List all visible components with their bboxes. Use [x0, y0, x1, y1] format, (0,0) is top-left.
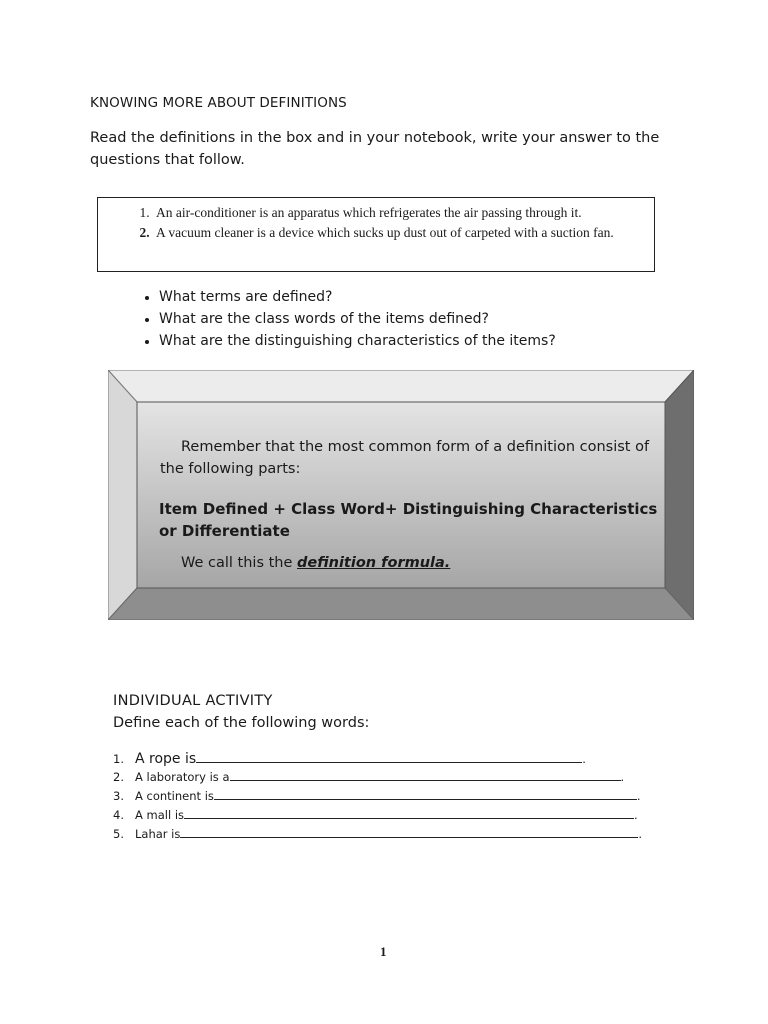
instructions: Read the definitions in the box and in your notebook, write your answer to the questions that follow. [90, 130, 660, 168]
activity-item [113, 770, 673, 789]
call-statement [181, 555, 450, 571]
item-text: A continent is [135, 789, 214, 803]
question-item: • What terms are defined? [159, 286, 556, 308]
definition-item: 1. An air-conditioner is an apparatus which refrigerates the air passing through it. [153, 203, 644, 223]
bevel-frame [108, 370, 694, 620]
item-end: . [582, 752, 586, 766]
item-text: Lahar is [135, 827, 181, 841]
answer-blank[interactable] [214, 789, 637, 800]
call-prefix: We call this the [181, 555, 298, 571]
activity-item [113, 808, 673, 827]
activity-item [113, 827, 673, 846]
remember-text: Remember that the most common form of a definition consist of the following parts: [160, 439, 650, 477]
item-end: . [620, 770, 625, 784]
item-number: 4. [113, 808, 124, 822]
activity-item [113, 789, 673, 808]
item-number: 5. [113, 827, 124, 841]
item-number: 3. [113, 789, 124, 803]
page-number: 1 [380, 944, 387, 959]
remember-bevel-box [108, 370, 694, 620]
answer-blank[interactable] [184, 808, 634, 819]
answer-blank[interactable] [230, 770, 621, 781]
page-heading: KNOWING MORE ABOUT DEFINITIONS [90, 95, 347, 111]
activity-items [113, 751, 673, 846]
item-end: . [636, 789, 641, 803]
definitions-box [97, 197, 655, 272]
item-text: A rope is [135, 751, 197, 767]
item-text: A laboratory is a [135, 770, 230, 784]
question-item: • What are the distinguishing characteristics of the items? [159, 330, 556, 352]
item-number: 2. [113, 770, 124, 784]
bevel-right [665, 370, 694, 620]
activity-instruction: Define each of the following words: [113, 715, 370, 731]
item-end: . [638, 827, 643, 841]
item-text: A mall is [135, 808, 185, 822]
bevel-left [108, 370, 137, 620]
answer-blank[interactable] [196, 752, 582, 763]
activity-item [113, 751, 673, 770]
item-end: . [634, 808, 638, 822]
activity-title: INDIVIDUAL ACTIVITY [113, 693, 273, 709]
bevel-bottom [108, 588, 694, 620]
definition-formula-text: Item Defined + Class Word+ Distinguishing Characteristics or Differentiate [159, 500, 658, 540]
question-item: • What are the class words of the items defined? [159, 308, 556, 330]
questions-list [133, 286, 556, 352]
item-number: 1. [113, 752, 124, 766]
definition-item: 2. A vacuum cleaner is a device which sucks up dust out of carpeted with a suction fan. [153, 223, 644, 243]
call-term: definition formula. [297, 555, 451, 571]
bevel-top [108, 370, 694, 402]
answer-blank[interactable] [180, 827, 638, 838]
